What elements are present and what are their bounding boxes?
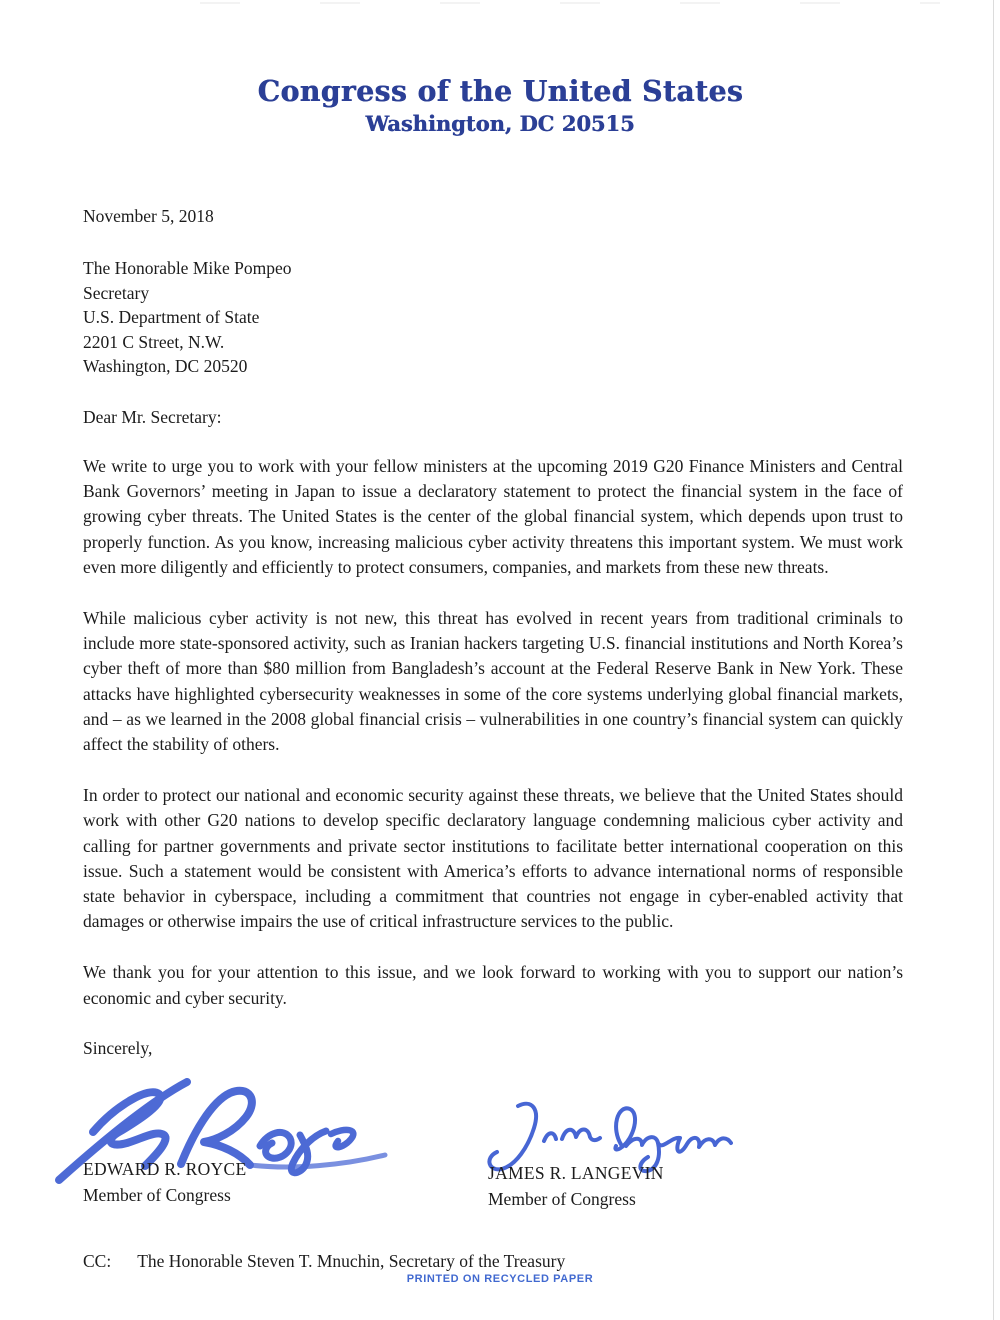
signer-name: JAMES R. LANGEVIN: [488, 1162, 664, 1183]
body-paragraph-1: We write to urge you to work with your fellow ministers at the upcoming 2019 G20 Finance Ministers and Central Bank Governors’ meeting in Japan to issue a declaratory statement to protect the financial system in the face of growing cyber threats. The United States is the center of the global financial system, which depends upon trust to properly function. As you know, increasing malicious cyber activity threatens this important system. We must work even more diligently and efficiently to protect consumers, companies, and markets from these new threats.: [83, 455, 903, 577]
closing: Sincerely,: [83, 1037, 153, 1058]
cc-text: The Honorable Steven T. Mnuchin, Secretary of the Treasury: [137, 1250, 566, 1271]
letter-body: [83, 206, 903, 1272]
salutation: Dear Mr. Secretary:: [83, 406, 222, 427]
letterhead: [0, 0, 1000, 136]
letterhead-title: Congress of the United States: [257, 74, 743, 108]
date-line: November 5, 2018: [83, 206, 214, 226]
address-line: 2201 C Street, N.W.: [83, 331, 225, 352]
body-paragraph-2: While malicious cyber activity is not new, this threat has evolved in recent years from traditional criminals to include more state-sponsored activity, such as Iranian hackers targeting U.S. financial institutions and North Korea’s cyber theft of more than $80 million from Bangladesh’s account at the Federal Reserve Bank in New York. These attacks have highlighted cybersecurity weaknesses in some of the core systems underlying global financial markets, and – as we learned in the 2008 global financial crisis – vulnerabilities in one country’s financial system can quickly affect the stability of others.: [83, 607, 903, 754]
recipient-address: [83, 256, 903, 379]
signer-title: Member of Congress: [83, 1184, 231, 1205]
cc-label: CC:: [83, 1250, 112, 1271]
letterhead-subtitle: Washington, DC 20515: [365, 111, 635, 136]
signer-title: Member of Congress: [488, 1188, 636, 1209]
langevin-name-block: [488, 1160, 664, 1212]
signer-name: EDWARD R. ROYCE: [83, 1158, 247, 1179]
address-line: Secretary: [83, 282, 150, 303]
recycled-paper-note: PRINTED ON RECYCLED PAPER: [406, 1272, 594, 1285]
body-paragraph-4: We thank you for your attention to this issue, and we look forward to working with you to support our nation’s economic and cyber security.: [83, 962, 903, 1008]
address-line: The Honorable Mike Pompeo: [83, 258, 292, 278]
scan-artifact-top: [200, 2, 940, 4]
address-line: U.S. Department of State: [83, 307, 260, 328]
cc-line: [83, 1251, 903, 1272]
signature-block: [83, 1064, 903, 1242]
scan-artifact-right-edge: [993, 0, 994, 1320]
royce-name-block: [83, 1156, 246, 1208]
address-line: Washington, DC 20520: [83, 356, 248, 377]
body-paragraph-3: In order to protect our national and economic security against these threats, we believe that the United States should work with other G20 nations to develop specific declaratory language condemning malicious cyber activity and calling for partner governments and private sector institutions to facilitate better international cooperation on this issue. Such a statement would be consistent with America’s efforts to advance international norms of responsible state behavior in cyberspace, including a commitment that countries not engage in cyber-enabled activity that damages or otherwise impairs the use of critical infrastructure services to the public.: [83, 785, 903, 932]
